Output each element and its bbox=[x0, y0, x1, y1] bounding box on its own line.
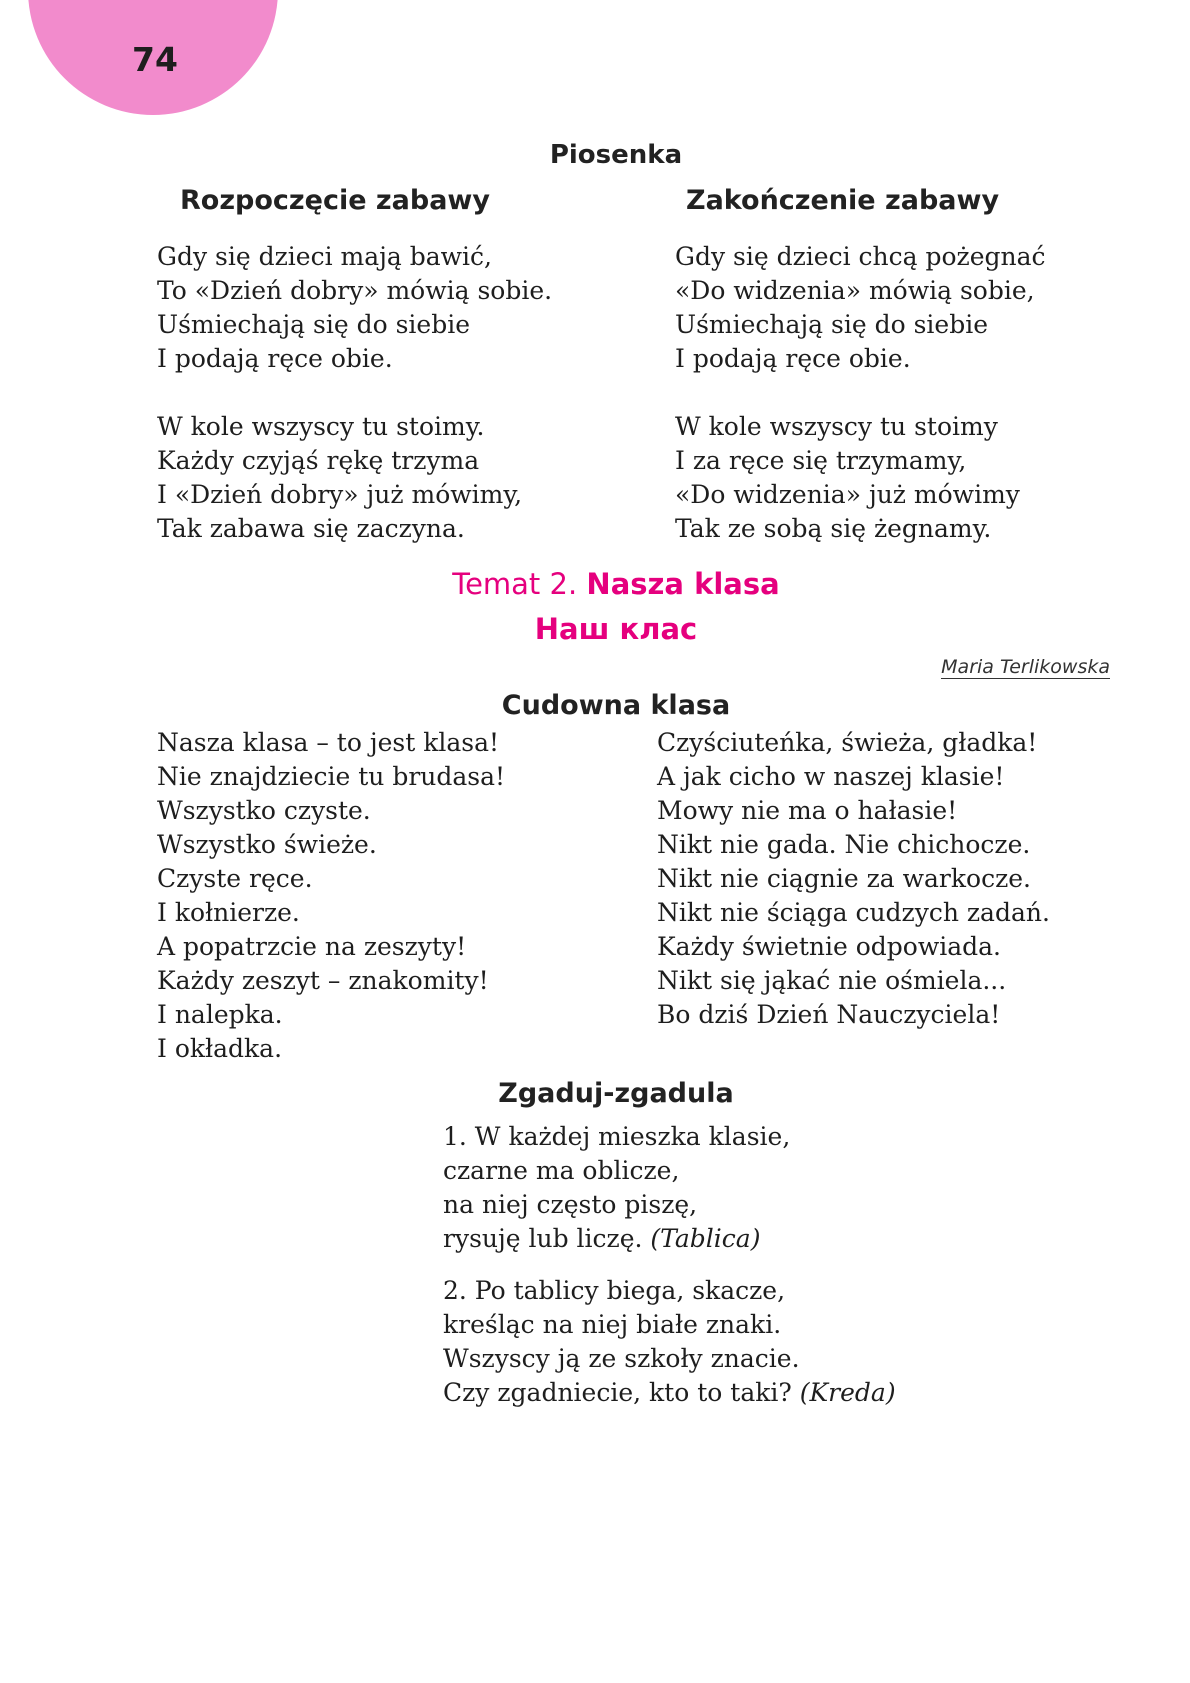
verse-line: Nikt się jąkać nie ośmiela... bbox=[657, 966, 1007, 995]
song-start-stanza-2 bbox=[157, 410, 522, 546]
song-end-stanza-2 bbox=[675, 410, 1020, 546]
verse-line: Tak zabawa się zaczyna. bbox=[157, 514, 465, 543]
verse-line: I «Dzień dobry» już mówimy, bbox=[157, 480, 523, 509]
verse-line: Tak ze sobą się żegnamy. bbox=[675, 514, 992, 543]
song-end-title: Zakończenie zabawy bbox=[686, 185, 1000, 216]
song-title: Piosenka bbox=[549, 140, 683, 170]
verse-line: «Do widzenia» mówią sobie, bbox=[675, 276, 1035, 305]
verse-line: Nikt nie ciągnie za warkocze. bbox=[657, 864, 1031, 893]
verse-line: Każdy świetnie odpowiada. bbox=[657, 932, 1001, 961]
verse-line: Czyściuteńka, świeża, gładka! bbox=[657, 728, 1038, 757]
verse-line: Wszystko świeże. bbox=[157, 830, 377, 859]
verse-line: Nie znajdziecie tu brudasa! bbox=[157, 762, 506, 791]
riddle-line: Wszyscy ją ze szkoły znacie. bbox=[443, 1344, 800, 1373]
song-end-stanza-1 bbox=[675, 240, 1046, 376]
verse-line: W kole wszyscy tu stoimy bbox=[675, 412, 998, 441]
poem-left-column bbox=[157, 726, 505, 1066]
verse-line: «Do widzenia» już mówimy bbox=[675, 480, 1020, 509]
verse-line: Każdy czyjąś rękę trzyma bbox=[157, 446, 480, 475]
verse-line: W kole wszyscy tu stoimy. bbox=[157, 412, 485, 441]
verse-line: I podają ręce obie. bbox=[675, 344, 911, 373]
topic-label: Temat 2. bbox=[452, 567, 578, 601]
verse-line: I podają ręce obie. bbox=[157, 344, 393, 373]
verse-line: Gdy się dzieci chcą pożegnać bbox=[675, 242, 1046, 271]
verse-line: Gdy się dzieci mają bawić, bbox=[157, 242, 492, 271]
verse-line: Uśmiechają się do siebie bbox=[157, 310, 470, 339]
topic-title-ukrainian: Наш клас bbox=[534, 612, 698, 646]
verse-line: Uśmiechają się do siebie bbox=[675, 310, 988, 339]
verse-line: Nikt nie ściąga cudzych zadań. bbox=[657, 898, 1050, 927]
riddle-1 bbox=[443, 1120, 790, 1256]
page-number: 74 bbox=[132, 40, 178, 79]
verse-line: To «Dzień dobry» mówią sobie. bbox=[157, 276, 553, 305]
verse-line: Mowy nie ma o hałasie! bbox=[657, 796, 958, 825]
riddles-title: Zgaduj-zgadula bbox=[498, 1078, 734, 1109]
riddle-line: kreśląc na niej białe znaki. bbox=[443, 1310, 782, 1339]
verse-line: Nasza klasa – to jest klasa! bbox=[157, 728, 500, 757]
verse-line: Czyste ręce. bbox=[157, 864, 313, 893]
riddle-2 bbox=[443, 1274, 896, 1410]
riddle-answer: (Kreda) bbox=[799, 1378, 896, 1407]
verse-line: I kołnierze. bbox=[157, 898, 300, 927]
riddle-line: 2. Po tablicy biega, skacze, bbox=[443, 1276, 786, 1305]
verse-line: A jak cicho w naszej klasie! bbox=[657, 762, 1005, 791]
riddle-line bbox=[443, 1376, 896, 1410]
verse-line: I okładka. bbox=[157, 1034, 283, 1063]
verse-line: Wszystko czyste. bbox=[157, 796, 371, 825]
verse-line: I za ręce się trzymamy, bbox=[675, 446, 967, 475]
riddle-answer: (Tablica) bbox=[650, 1224, 761, 1253]
riddle-line bbox=[443, 1222, 790, 1256]
riddle-last-line: Czy zgadniecie, kto to taki? bbox=[443, 1378, 792, 1407]
topic-title: Nasza klasa bbox=[586, 567, 780, 601]
poem-author: Maria Terlikowska bbox=[941, 656, 1110, 678]
verse-line: Bo dziś Dzień Nauczyciela! bbox=[657, 1000, 1001, 1029]
topic-heading bbox=[0, 567, 1190, 601]
riddle-line: 1. W każdej mieszka klasie, bbox=[443, 1122, 791, 1151]
verse-line: Każdy zeszyt – znakomity! bbox=[157, 966, 489, 995]
riddle-last-line: rysuję lub liczę. bbox=[443, 1224, 643, 1253]
verse-line: Nikt nie gada. Nie chichocze. bbox=[657, 830, 1031, 859]
riddle-line: na niej często piszę, bbox=[443, 1190, 698, 1219]
verse-line: I nalepka. bbox=[157, 1000, 283, 1029]
song-start-title: Rozpoczęcie zabawy bbox=[180, 185, 490, 216]
verse-line: A popatrzcie na zeszyty! bbox=[157, 932, 467, 961]
poem-title: Cudowna klasa bbox=[501, 690, 731, 721]
song-start-stanza-1 bbox=[157, 240, 552, 376]
poem-right-column bbox=[657, 726, 1050, 1032]
riddle-line: czarne ma oblicze, bbox=[443, 1156, 680, 1185]
